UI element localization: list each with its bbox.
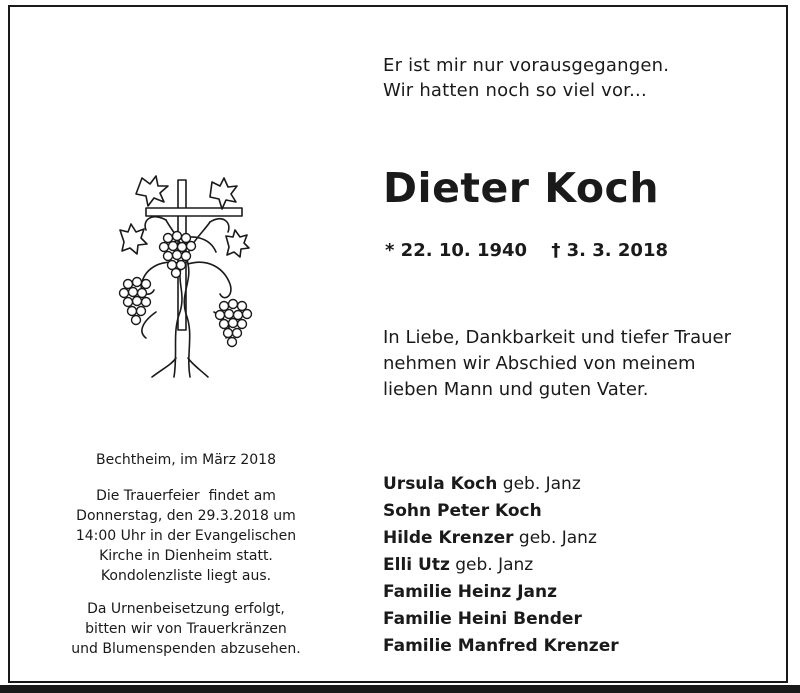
birth-date: * 22. 10. 1940 [385,240,528,261]
ceremony-line: Donnerstag, den 29.3.2018 um [76,508,296,524]
farewell-text [383,325,731,403]
mourner-name: Familie Manfred Krenzer [383,636,619,656]
mourner-entry [383,552,619,579]
farewell-line: In Liebe, Dankbarkeit und tiefer Trauer [383,327,731,348]
mourner-name: Familie Heinz Janz [383,582,558,602]
death-date: † 3. 3. 2018 [551,240,668,261]
mourner-suffix: geb. Janz [449,555,534,575]
mourner-entry [383,471,619,498]
deceased-name: Dieter Koch [383,164,660,212]
bottom-border [0,685,800,693]
motto-quote [383,53,669,103]
mourner-entry [383,633,619,660]
farewell-line: lieben Mann und guten Vater. [383,379,649,400]
mourner-entry [383,498,619,525]
ceremony-line: 14:00 Uhr in der Evangelischen [75,528,297,544]
mourner-entry [383,606,619,633]
mourners-list [383,471,619,660]
life-dates [385,240,686,261]
ceremony-line: Die Trauerfeier findet am [96,488,276,504]
ceremony-notice [40,486,332,586]
mourner-suffix: geb. Janz [497,474,581,494]
mourner-entry [383,525,619,552]
urn-line: bitten wir von Trauerkränzen [85,621,287,637]
ceremony-line: Kondolenzliste liegt aus. [100,568,272,584]
urn-line: und Blumenspenden abzusehen. [71,641,301,657]
mourner-entry [383,579,619,606]
farewell-line: nehmen wir Abschied von meinem [383,353,696,374]
motto-line: Er ist mir nur vorausgegangen. [383,55,670,76]
mourner-name: Hilde Krenzer [383,528,514,548]
mourner-name: Familie Heini Bender [383,609,582,629]
ceremony-line: Kirche in Dienheim statt. [99,548,273,564]
urn-line: Da Urnenbeisetzung erfolgt, [87,601,285,617]
mourner-suffix: geb. Janz [513,528,597,548]
cross-with-grapevine-icon [112,172,260,384]
mourner-name: Ursula Koch [383,474,498,494]
urn-notice [40,599,332,659]
place-date: Bechtheim, im März 2018 [95,452,276,468]
mourner-name: Sohn Peter Koch [383,501,542,521]
mourner-name: Elli Utz [383,555,450,575]
motto-line: Wir hatten noch so viel vor... [383,80,647,101]
